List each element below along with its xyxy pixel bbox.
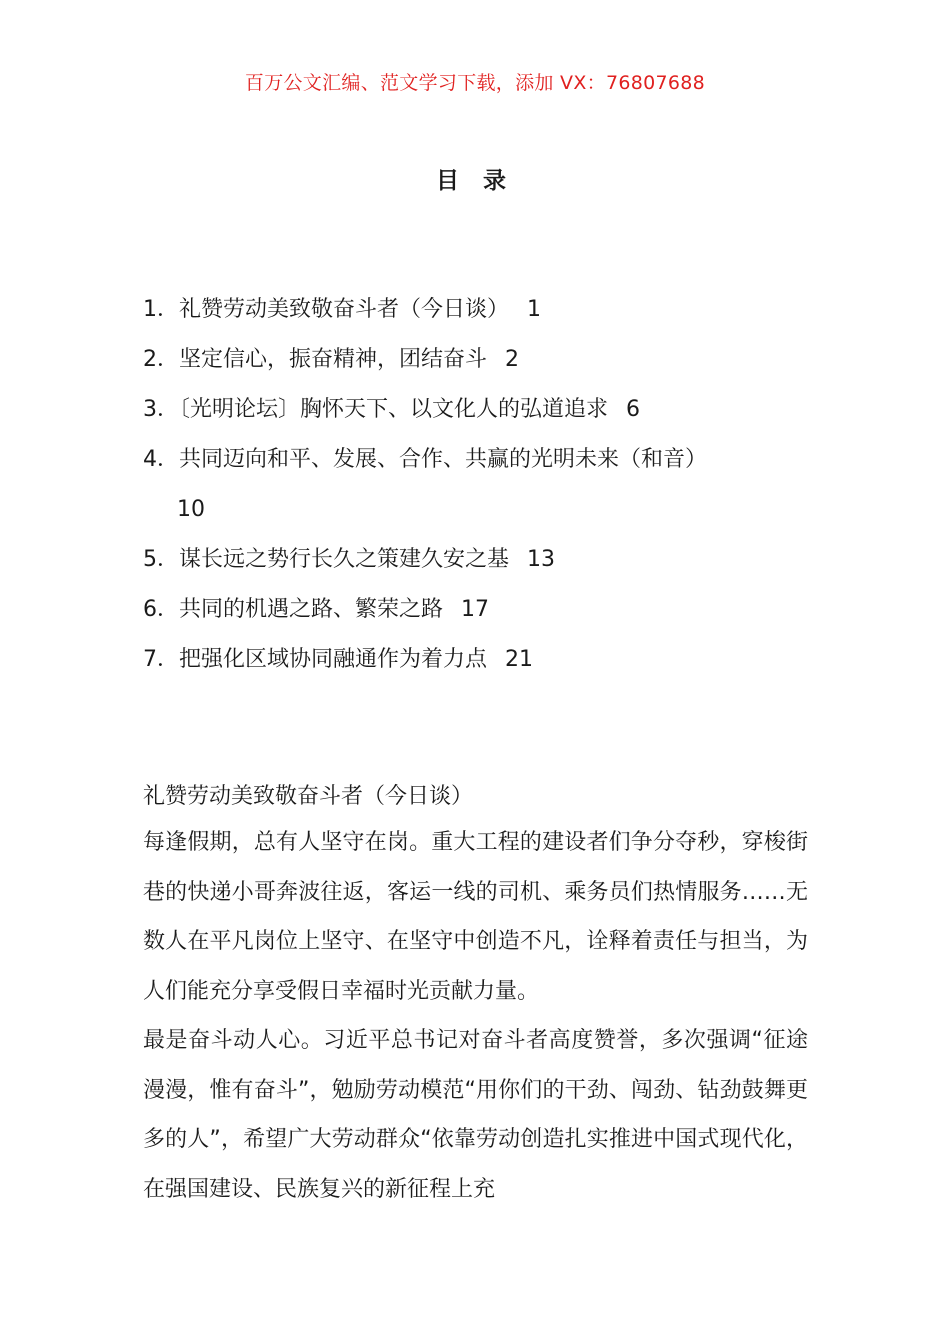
toc-item[interactable] [143, 585, 815, 635]
toc-item[interactable] [143, 385, 815, 435]
toc-item-page: 13 [527, 547, 555, 572]
toc-item[interactable] [143, 285, 815, 335]
header-note: 百万公文汇编、范文学习下载，添加 VX：76807688 [244, 72, 706, 94]
toc-item-label: 2．坚定信心，振奋精神，团结奋斗 [143, 347, 487, 372]
article-paragraph: 最是奋斗动人心。习近平总书记对奋斗者高度赞誉，多次强调“征途漫漫，惟有奋斗”，勉励劳动模范“用你们的干劲、闯劲、钻劲鼓舞更多的人”，希望广大劳动群众“依靠劳动创造扎实推进中国式现代化，在强国建设、民族复兴的新征程上充 [143, 1028, 808, 1202]
toc-item-label: 4．共同迈向和平、发展、合作、共赢的光明未来（和音） [143, 447, 707, 472]
toc-item-page: 17 [461, 597, 489, 622]
toc-item-page: 6 [626, 397, 640, 422]
toc-item-page: 2 [505, 347, 519, 372]
toc-item-page: 10 [177, 497, 205, 522]
toc-item-label: 6．共同的机遇之路、繁荣之路 [143, 597, 443, 622]
toc-title: 目 录 [435, 168, 514, 194]
toc-item[interactable] [143, 435, 815, 535]
toc-item-label: 1．礼赞劳动美致敬奋斗者（今日谈） [143, 297, 509, 322]
toc-item-label: 3．〔光明论坛〕胸怀天下、以文化人的弘道追求 [143, 397, 608, 422]
toc-item[interactable] [143, 535, 815, 585]
article-paragraph: 每逢假期，总有人坚守在岗。重大工程的建设者们争分夺秒，穿梭街巷的快递小哥奔波往返，客运一线的司机、乘务员们热情服务……无数人在平凡岗位上坚守、在坚守中创造不凡，诠释着责任与担当，为人们能充分享受假日幸福时光贡献力量。 [143, 830, 808, 1004]
toc-item[interactable] [143, 335, 815, 385]
toc-item-label: 7．把强化区域协同融通作为着力点 [143, 647, 487, 672]
table-of-contents [143, 285, 815, 685]
toc-item[interactable] [143, 635, 815, 685]
article-title: 礼赞劳动美致敬奋斗者（今日谈） [143, 784, 474, 809]
toc-item-label: 5．谋长远之势行长久之策建久安之基 [143, 547, 509, 572]
toc-item-page: 1 [527, 297, 541, 322]
article [143, 778, 808, 1214]
toc-item-page: 21 [505, 647, 533, 672]
